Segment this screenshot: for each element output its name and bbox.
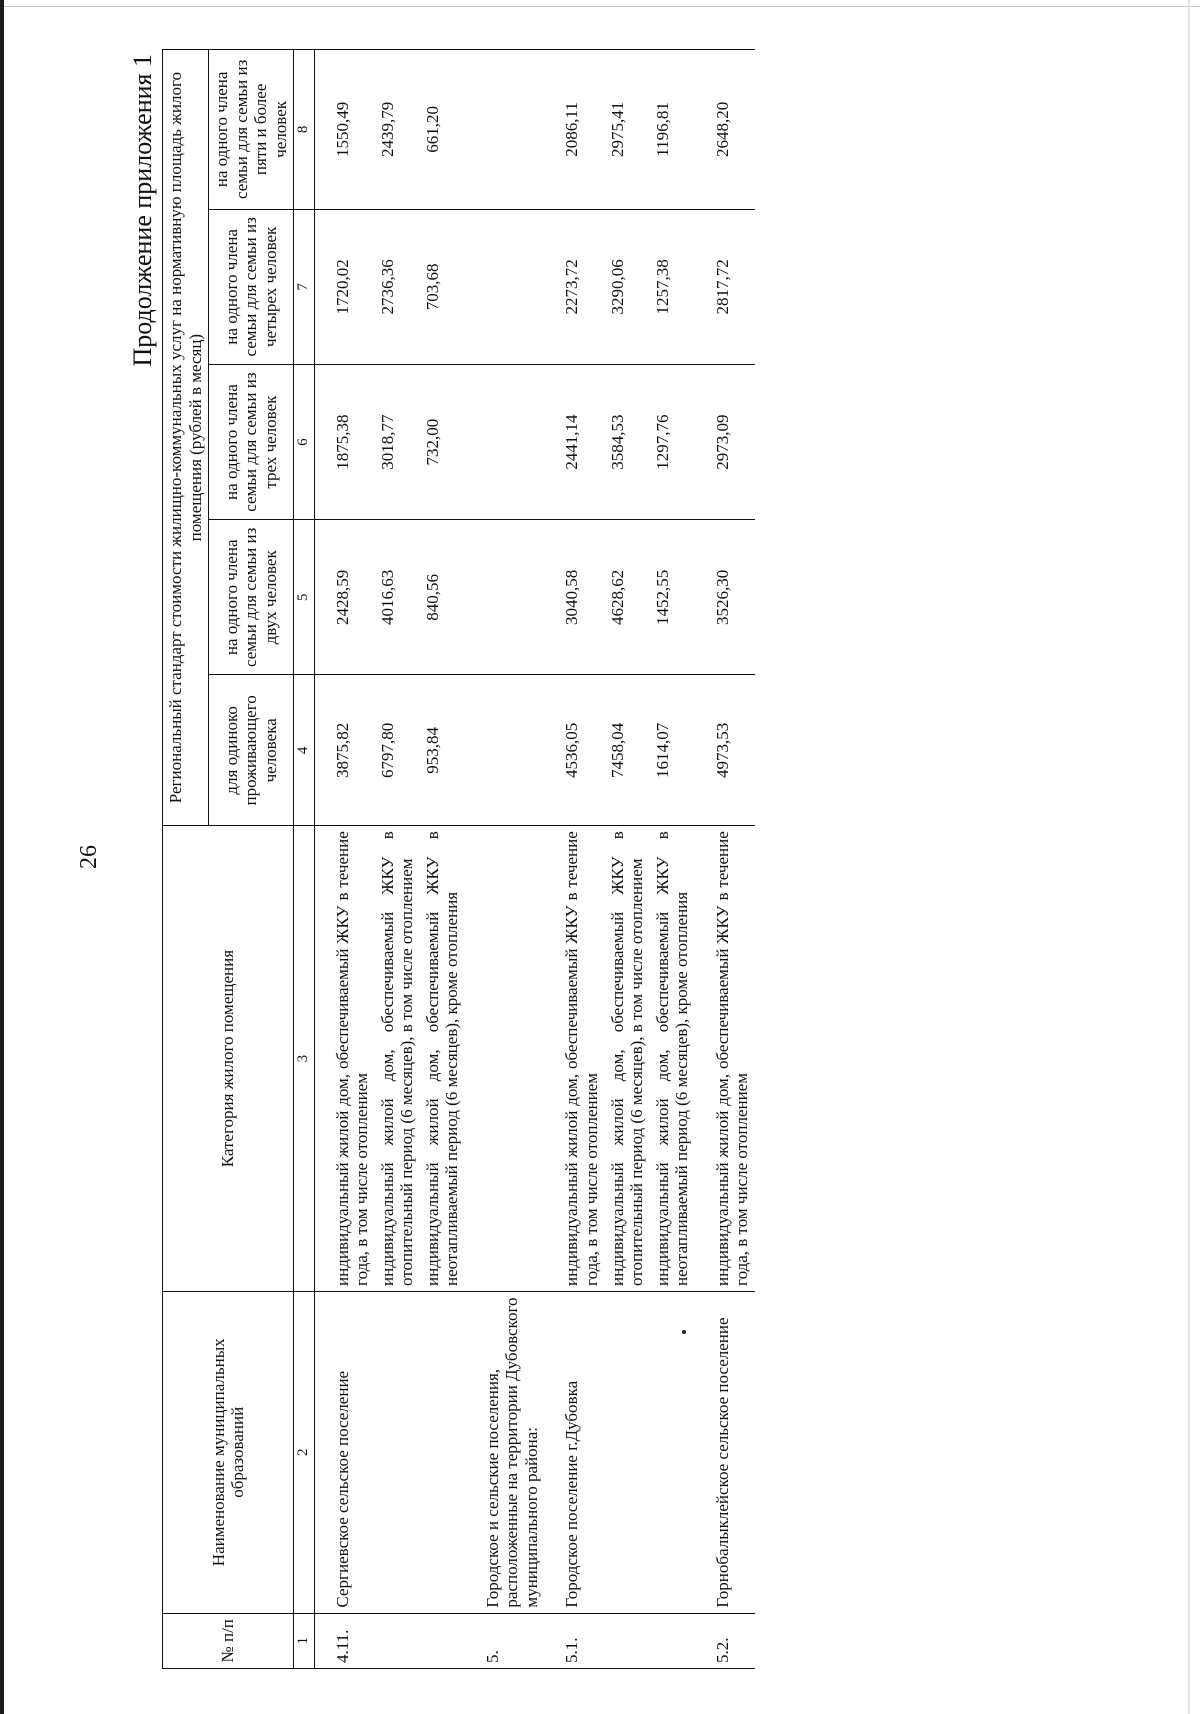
standard-value: 1614,07 [650, 675, 695, 826]
standard-value [465, 209, 545, 364]
column-number: 1 [294, 1613, 314, 1668]
standard-value: 1196,81 [650, 50, 695, 210]
standards-table [162, 49, 755, 1669]
standard-value: 3040,58 [544, 520, 604, 675]
housing-category: индивидуальный жилой дом, обеспечиваемый ЖКУ в отопительный период (6 месяцев), в том числе отоплением [605, 826, 650, 1292]
table-row [420, 50, 465, 1669]
header-municipality: Наименование муниципальных образований [163, 1291, 294, 1613]
housing-category: индивидуальный жилой дом, обеспечиваемый ЖКУ в течение года, в том числе отоплением [314, 826, 375, 1292]
standard-value: 3018,77 [375, 364, 420, 519]
row-number [375, 1613, 420, 1668]
column-number: 5 [294, 520, 314, 675]
standard-value: 4973,53 [695, 675, 755, 826]
header-row [163, 50, 209, 1669]
standard-value [465, 520, 545, 675]
standard-value: 1297,76 [650, 364, 695, 519]
header-col6: на одного члена семьи для семьи из трех человек [209, 364, 294, 519]
standard-value: 4628,62 [605, 520, 650, 675]
housing-category: индивидуальный жилой дом, обеспечиваемый ЖКУ в отопительный период (6 месяцев), в том числе отоплением [375, 826, 420, 1292]
standard-value: 2273,72 [544, 209, 604, 364]
municipality-name [650, 1291, 695, 1613]
table-row [695, 50, 755, 1669]
column-number: 6 [294, 364, 314, 519]
standard-value: 2086,11 [544, 50, 604, 210]
standard-value: 1720,02 [314, 209, 375, 364]
standard-value: 661,20 [420, 50, 465, 210]
standard-value: 703,68 [420, 209, 465, 364]
municipality-name [605, 1291, 650, 1613]
standard-value: 3584,53 [605, 364, 650, 519]
row-number [650, 1613, 695, 1668]
standard-value: 1550,49 [314, 50, 375, 210]
housing-category [465, 826, 545, 1292]
column-numbers-row [294, 50, 314, 1669]
municipality-name: Городское поселение г.Дубовка [544, 1291, 604, 1613]
column-number: 3 [294, 826, 314, 1292]
standard-value [465, 675, 545, 826]
header-col7: на одного члена семьи для семьи из четырех человек [209, 209, 294, 364]
standard-value [465, 364, 545, 519]
standard-value: 3875,82 [314, 675, 375, 826]
row-number: 5.2. [695, 1613, 755, 1668]
standard-value: 7458,04 [605, 675, 650, 826]
row-number [420, 1613, 465, 1668]
standard-value: 953,84 [420, 675, 465, 826]
header-col5: на одного члена семьи для семьи из двух человек [209, 520, 294, 675]
column-number: 7 [294, 209, 314, 364]
housing-category: индивидуальный жилой дом, обеспечиваемый ЖКУ в неотапливаемый период (6 месяцев), кроме отопления [420, 826, 465, 1292]
standard-value: 2441,14 [544, 364, 604, 519]
standard-value: 2439,79 [375, 50, 420, 210]
header-col4: для одиноко проживающего человека [209, 675, 294, 826]
municipality-name: Городское и сельские поселения, расположенные на территории Дубовского муниципального района: [465, 1291, 545, 1613]
row-number: 5. [465, 1613, 545, 1668]
municipality-name: Сергиевское сельское поселение [314, 1291, 375, 1613]
table-row [465, 50, 545, 1669]
standard-value: 1452,55 [650, 520, 695, 675]
standard-value: 1875,38 [314, 364, 375, 519]
standard-value [465, 50, 545, 210]
header-col8: на одного члена семьи для семьи из пяти и более человек [209, 50, 294, 210]
standard-value: 6797,80 [375, 675, 420, 826]
municipality-name: Горнобалыклейское сельское поселение [695, 1291, 755, 1613]
standard-value: 2973,09 [695, 364, 755, 519]
standard-value: 1257,38 [650, 209, 695, 364]
row-number: 4.11. [314, 1613, 375, 1668]
table-row [605, 50, 650, 1669]
standard-value: 4016,63 [375, 520, 420, 675]
housing-category: индивидуальный жилой дом, обеспечиваемый ЖКУ в течение года, в том числе отоплением [544, 826, 604, 1292]
standard-value: 2817,72 [695, 209, 755, 364]
municipality-name [420, 1291, 465, 1613]
table-row [314, 50, 375, 1669]
table-body [314, 50, 755, 1669]
municipality-name [375, 1291, 420, 1613]
standard-value: 2648,20 [695, 50, 755, 210]
standard-value: 2736,36 [375, 209, 420, 364]
housing-category: индивидуальный жилой дом, обеспечиваемый ЖКУ в течение года, в том числе отоплением [695, 826, 755, 1292]
standard-value: 732,00 [420, 364, 465, 519]
table-row [544, 50, 604, 1669]
header-standard-group: Региональный стандарт стоимости жилищно-коммунальных услуг на нормативную площадь жилого помещения (рублей в месяц) [163, 50, 209, 826]
standard-value: 4536,05 [544, 675, 604, 826]
standard-value: 2975,41 [605, 50, 650, 210]
column-number: 2 [294, 1291, 314, 1613]
continuation-title: Продолжение приложения 1 [128, 54, 157, 367]
header-category: Категория жилого помещения [163, 826, 294, 1292]
housing-category: индивидуальный жилой дом, обеспечиваемый ЖКУ в неотапливаемый период (6 месяцев), кроме отопления [650, 826, 695, 1292]
standard-value: 3526,30 [695, 520, 755, 675]
column-number: 8 [294, 50, 314, 210]
page-number: 26 [76, 845, 102, 869]
standard-value: 840,56 [420, 520, 465, 675]
header-no: № п/п [163, 1613, 294, 1668]
table-row [650, 50, 695, 1669]
standard-value: 3290,06 [605, 209, 650, 364]
standard-value: 2428,59 [314, 520, 375, 675]
row-number: 5.1. [544, 1613, 604, 1668]
table-row [375, 50, 420, 1669]
row-number [605, 1613, 650, 1668]
column-number: 4 [294, 675, 314, 826]
